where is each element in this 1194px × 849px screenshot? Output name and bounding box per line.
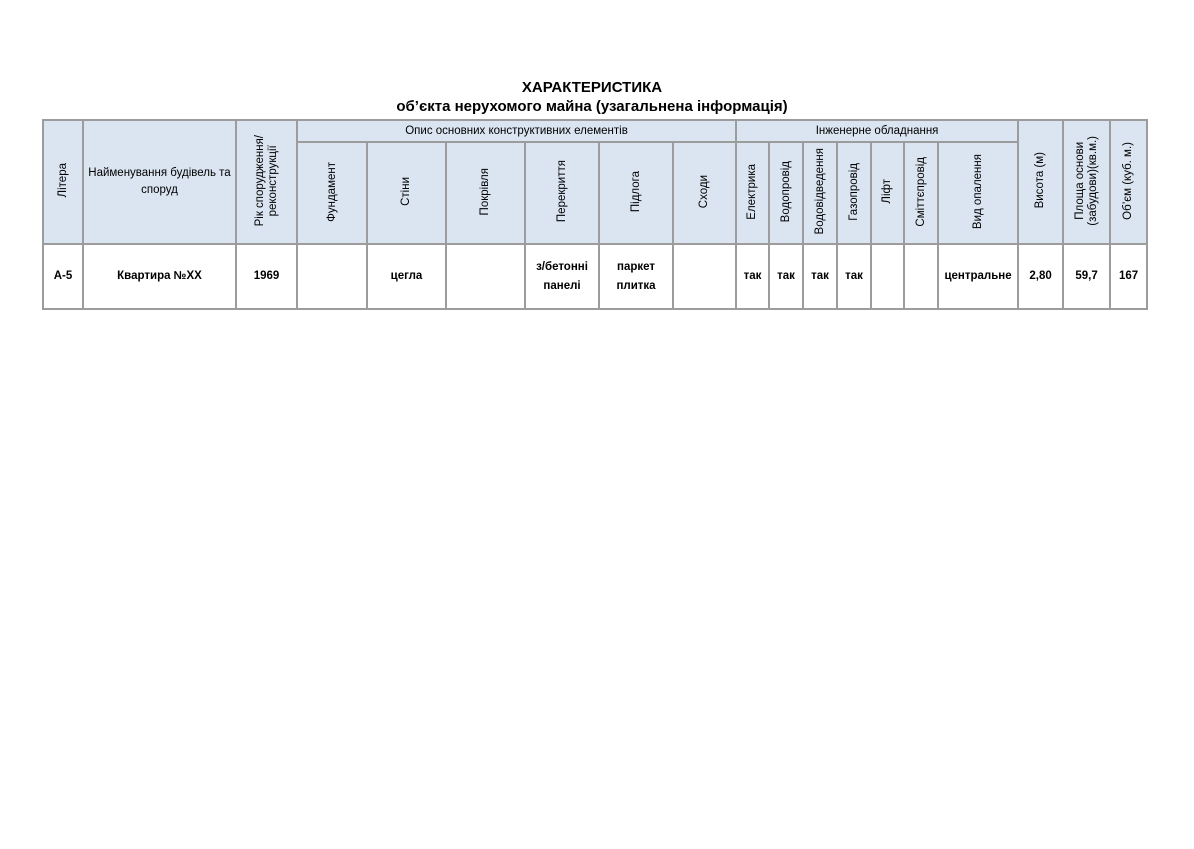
cell-electricity: так xyxy=(736,244,769,309)
cell-roof xyxy=(446,244,525,309)
cell-floor: паркет плитка xyxy=(599,244,673,309)
table-row xyxy=(43,244,1147,309)
header-name: Найменування будівель та споруд xyxy=(83,120,236,244)
header-group-engineering: Інженерне обладнання xyxy=(736,120,1018,142)
header-roof: Покрівля xyxy=(446,142,525,244)
title-line-1: ХАРАКТЕРИСТИКА xyxy=(521,79,663,96)
header-gas: Газопровід xyxy=(837,142,871,244)
header-heating-type: Вид опалення xyxy=(938,142,1018,244)
document-title xyxy=(0,78,1184,116)
header-litera: Літера xyxy=(43,120,83,244)
cell-volume: 167 xyxy=(1110,244,1147,309)
title-line-2: об’єкта нерухомого майна (узагальнена інформація) xyxy=(396,98,788,115)
cell-ceilings: з/бетонні панелі xyxy=(525,244,599,309)
cell-height: 2,80 xyxy=(1018,244,1063,309)
header-lift: Ліфт xyxy=(871,142,904,244)
cell-water-supply: так xyxy=(769,244,803,309)
cell-stairs xyxy=(673,244,736,309)
header-foundation: Фундамент xyxy=(297,142,367,244)
header-stairs: Сходи xyxy=(673,142,736,244)
header-electricity: Електрика xyxy=(736,142,769,244)
header-year: Рік спорудження/ реконструкції xyxy=(236,120,297,244)
cell-walls: цегла xyxy=(367,244,446,309)
property-characteristics-table xyxy=(42,119,1148,310)
cell-name: Квартира №ХХ xyxy=(83,244,236,309)
header-walls: Стіни xyxy=(367,142,446,244)
header-group-constructive: Опис основних конструктивних елементів xyxy=(297,120,736,142)
cell-year: 1969 xyxy=(236,244,297,309)
cell-litera: А-5 xyxy=(43,244,83,309)
header-height: Висота (м) xyxy=(1018,120,1063,244)
cell-drainage: так xyxy=(803,244,837,309)
header-garbage-chute: Сміттєпровід xyxy=(904,142,938,244)
header-ceilings: Перекриття xyxy=(525,142,599,244)
header-volume: Об’єм (куб. м.) xyxy=(1110,120,1147,244)
header-water-supply: Водопровід xyxy=(769,142,803,244)
header-floor: Підлога xyxy=(599,142,673,244)
cell-foundation xyxy=(297,244,367,309)
cell-lift xyxy=(871,244,904,309)
cell-area: 59,7 xyxy=(1063,244,1110,309)
cell-garbage-chute xyxy=(904,244,938,309)
header-drainage: Водовідведення xyxy=(803,142,837,244)
cell-heating-type: центральне xyxy=(938,244,1018,309)
header-area: Площа основи (забудови)(кв.м.) xyxy=(1063,120,1110,244)
cell-gas: так xyxy=(837,244,871,309)
